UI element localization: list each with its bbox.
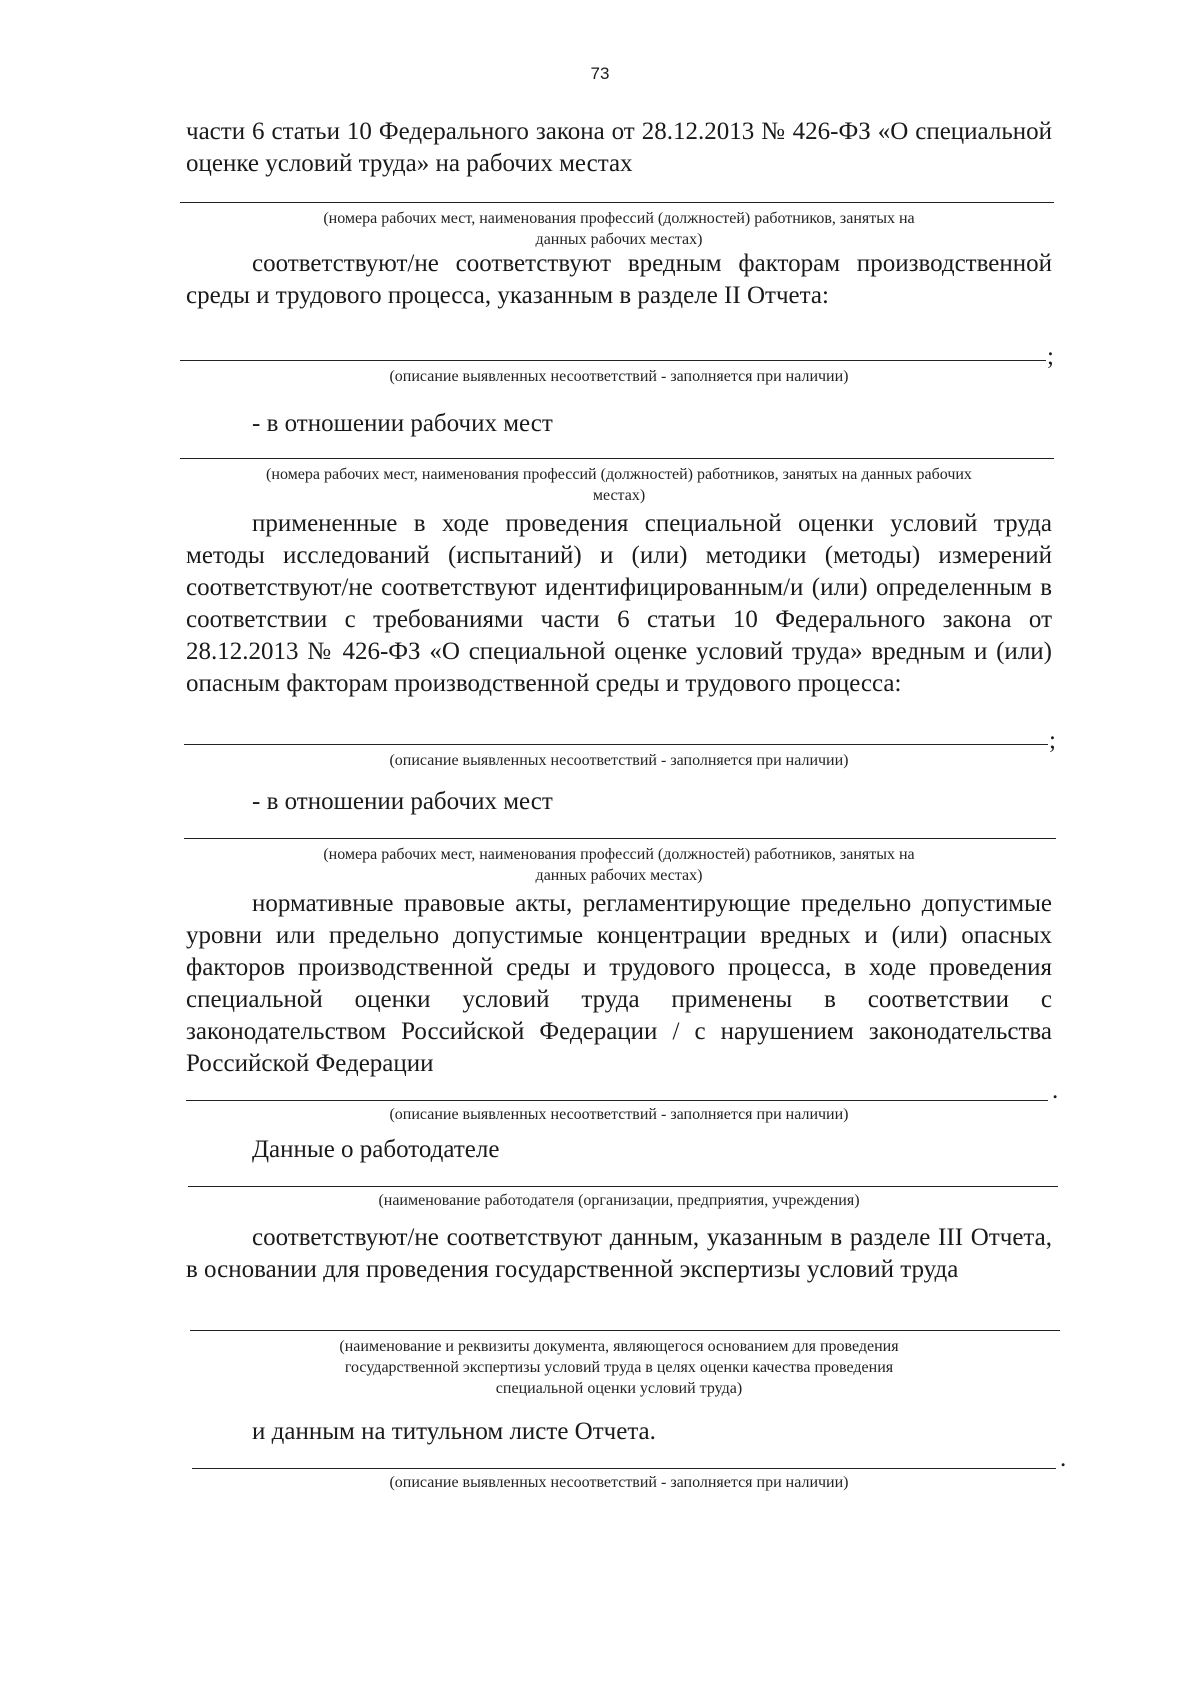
period: . [1060, 1445, 1067, 1472]
semicolon: ; [1049, 727, 1056, 754]
period: . [1052, 1077, 1059, 1104]
fill-in-line [180, 360, 1046, 361]
paragraph-harmful-factors: соответствуют/не соответствуют вредным факторам производственной среды и трудового процесса, указанным в разделе II Отчета: [186, 250, 1052, 309]
fill-in-line [190, 1330, 1060, 1331]
fill-in-line [188, 1186, 1058, 1187]
paragraph-article-reference: части 6 статьи 10 Федерального закона от 28.12.2013 № 426-ФЗ «О специальной оценке условий труда» на рабочих местах [186, 118, 1052, 177]
fill-in-line [184, 744, 1048, 745]
caption-employer-name: (наименование работодателя (организации, предприятия, учреждения) [378, 1192, 860, 1209]
caption-nonconformities: (описание выявленных несоответствий - заполняется при наличии) [389, 752, 849, 769]
paragraph-workplaces-label: - в отношении рабочих мест [252, 410, 553, 437]
fill-in-line [192, 1468, 1056, 1469]
paragraph-research-methods: примененные в ходе проведения специальной оценки условий труда методы исследований (испытаний) и (или) методики (методы) измерений соответствуют/не соответствуют идентифицированным/и (или) определенным в соответствии с требованиями части 6 статьи 10 Федерального закона от 28.12.2013 № 426-ФЗ «О специальной оценке условий труда» вредным и (или) опасным факторам производственной среды и трудового процесса: [186, 510, 1052, 697]
caption-workplaces: (номера рабочих мест, наименования профессий (должностей) работников, занятых на данных рабочих местах) [323, 846, 915, 884]
caption-basis-document: (наименование и реквизиты документа, являющегося основанием для проведения государственной экспертизы условий труда в целях оценки качества проведения специальной оценки условий труда) [339, 1338, 899, 1397]
paragraph-employer-data: Данные о работодателе [252, 1136, 500, 1163]
paragraph-regulatory-acts: нормативные правовые акты, регламентирующие предельно допустимые уровни или предельно допустимые концентрации вредных и (или) опасных факторов производственной среды и трудового процесса, в ходе проведения специальной оценки условий труда применены в соответствии с законодательством Российской Федерации / с нарушением законодательства Российской Федерации [186, 890, 1052, 1077]
caption-nonconformities: (описание выявленных несоответствий - заполняется при наличии) [389, 1106, 849, 1123]
paragraph-section-iii: соответствуют/не соответствуют данным, указанным в разделе III Отчета, в основании для проведения государственной экспертизы условий труда [186, 1224, 1052, 1283]
semicolon: ; [1047, 343, 1054, 370]
fill-in-line [180, 202, 1054, 203]
caption-nonconformities: (описание выявленных несоответствий - заполняется при наличии) [389, 1474, 849, 1491]
paragraph-title-page: и данным на титульном листе Отчета. [252, 1418, 656, 1445]
page-number: 73 [590, 64, 610, 83]
fill-in-line [184, 838, 1056, 839]
paragraph-workplaces-label: - в отношении рабочих мест [252, 788, 553, 815]
fill-in-line [186, 1100, 1048, 1101]
caption-nonconformities: (описание выявленных несоответствий - заполняется при наличии) [389, 368, 849, 385]
fill-in-line [180, 458, 1054, 459]
caption-workplaces: (номера рабочих мест, наименования профессий (должностей) работников, занятых на данных рабочих местах) [323, 210, 915, 248]
caption-workplaces: (номера рабочих мест, наименования профессий (должностей) работников, занятых на данных рабочих местах) [266, 466, 972, 504]
